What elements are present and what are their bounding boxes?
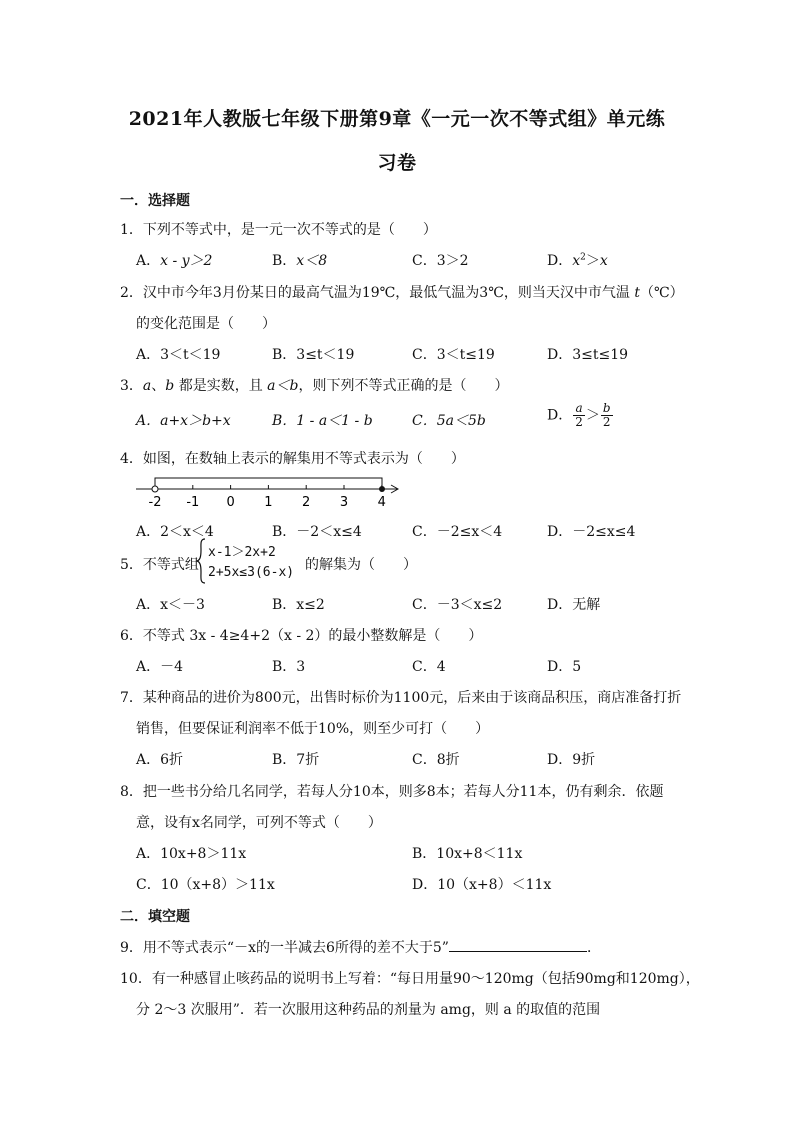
question-2-cont: 的变化范围是（ ） bbox=[136, 316, 276, 332]
q1-option-c: C．3＞2 bbox=[412, 253, 469, 269]
page-title: 2021年人教版七年级下册第9章《一元一次不等式组》单元练 bbox=[128, 108, 666, 130]
question-7: 7．某种商品的进价为800元，出售时标价为1100元，后来由于该商品积压，商店准备打折 bbox=[120, 690, 682, 706]
q3-option-a: A．a+x＞b+x bbox=[136, 413, 231, 429]
tick-label: 4 bbox=[377, 495, 386, 510]
q6-option-a: A．－4 bbox=[136, 659, 184, 675]
tick-label: 3 bbox=[339, 495, 349, 510]
question-3: 3．a、b 都是实数，且 a＜b，则下列不等式正确的是（ ） bbox=[120, 378, 509, 394]
question-2: 2．汉中市今年3月份某日的最高气温为19℃，最低气温为3℃，则当天汉中市气温 t（℃） bbox=[120, 285, 684, 301]
question-5: 5．不等式组 bbox=[120, 557, 199, 573]
section-fill: 二．填空题 bbox=[120, 909, 190, 925]
q7-option-c: C．8折 bbox=[412, 752, 460, 768]
q2-option-a: A．3＜t＜19 bbox=[136, 347, 221, 363]
question-1: 1．下列不等式中，是一元一次不等式的是（ ） bbox=[120, 222, 437, 238]
open-endpoint bbox=[152, 486, 158, 492]
tick-label: 0 bbox=[226, 495, 235, 510]
q3-option-b: B．1 - a＜1 - b bbox=[272, 413, 373, 429]
q4-option-b: B．－2＜x≤4 bbox=[272, 524, 362, 540]
number-line-figure bbox=[136, 470, 406, 510]
question-4: 4．如图，在数轴上表示的解集用不等式表示为（ ） bbox=[120, 451, 465, 467]
q4-option-c: C．－2≤x＜4 bbox=[412, 524, 503, 540]
q5-option-c: C．－3＜x≤2 bbox=[412, 597, 503, 613]
q4-option-a: A．2＜x＜4 bbox=[136, 524, 214, 540]
q7-option-d: D．9折 bbox=[547, 752, 596, 768]
tick-label: -1 bbox=[186, 495, 200, 510]
q3-option-c: C．5a＜5b bbox=[412, 413, 486, 429]
q5-option-a: A．x＜－3 bbox=[136, 597, 205, 613]
q6-option-c: C．4 bbox=[412, 659, 446, 675]
closed-endpoint bbox=[379, 486, 385, 492]
question-8: 8．把一些书分给几名同学，若每人分10本，则多8本；若每人分11本，仍有剩余．依题 bbox=[120, 784, 664, 800]
answer-blank[interactable] bbox=[449, 939, 587, 952]
tick-label: -2 bbox=[148, 495, 162, 510]
question-8-cont: 意，设有x名同学，可列不等式（ ） bbox=[136, 815, 382, 831]
tick-label: 1 bbox=[264, 495, 273, 510]
q2-option-d: D．3≤t≤19 bbox=[547, 347, 629, 363]
q8-option-d: D．10（x+8）＜11x bbox=[412, 877, 552, 893]
section-choice: 一．选择题 bbox=[120, 193, 190, 209]
question-5-post: 的解集为（ ） bbox=[305, 557, 417, 573]
q8-option-b: B．10x+8＜11x bbox=[412, 846, 523, 862]
q2-option-c: C．3＜t≤19 bbox=[412, 347, 495, 363]
q7-option-a: A．6折 bbox=[136, 752, 184, 768]
q7-option-b: B．7折 bbox=[272, 752, 320, 768]
q6-option-b: B．3 bbox=[272, 659, 306, 675]
q6-option-d: D．5 bbox=[547, 659, 582, 675]
brace-icon bbox=[196, 538, 206, 584]
q4-option-d: D．－2≤x≤4 bbox=[547, 524, 636, 540]
question-10-cont: 分 2～3 次服用”．若一次服用这种药品的剂量为 amg，则 a 的取值的范围 bbox=[136, 1002, 601, 1018]
system-line-1: x-1＞2x+2 bbox=[208, 545, 276, 560]
q5-option-d: D．无解 bbox=[547, 597, 601, 613]
q1-option-d: D．$x^2>x$ bbox=[547, 252, 608, 269]
q3-option-d: D． $\frac{a}{2}$ ＞ $\frac{b}{2}$ bbox=[547, 401, 611, 429]
q1-option-a: A．x - y＞2 bbox=[136, 253, 213, 269]
q8-option-a: A．10x+8＞11x bbox=[136, 846, 247, 862]
inequality-system bbox=[196, 538, 316, 586]
q1-option-b: B．x＜8 bbox=[272, 253, 328, 269]
question-9: 9．用不等式表示“－x的一半减去6所得的差不大于5” ． bbox=[120, 940, 601, 956]
q2-option-b: B．3≤t＜19 bbox=[272, 347, 355, 363]
q5-option-b: B．x≤2 bbox=[272, 597, 325, 613]
question-6: 6．不等式 3x - 4≥4+2（x - 2）的最小整数解是（ ） bbox=[120, 628, 483, 644]
question-10: 10．有一种感冒止咳药品的说明书上写着：“每日用量90～120mg（包括90mg和120mg）， bbox=[120, 971, 700, 987]
tick-label: 2 bbox=[302, 495, 311, 510]
system-line-2: 2+5x≤3(6-x) bbox=[208, 565, 295, 580]
q8-option-c: C．10（x+8）＞11x bbox=[136, 877, 275, 893]
question-7-cont: 销售，但要保证利润率不低于10%，则至少可打（ ） bbox=[136, 721, 490, 737]
page-title-cont: 习卷 bbox=[377, 152, 417, 174]
